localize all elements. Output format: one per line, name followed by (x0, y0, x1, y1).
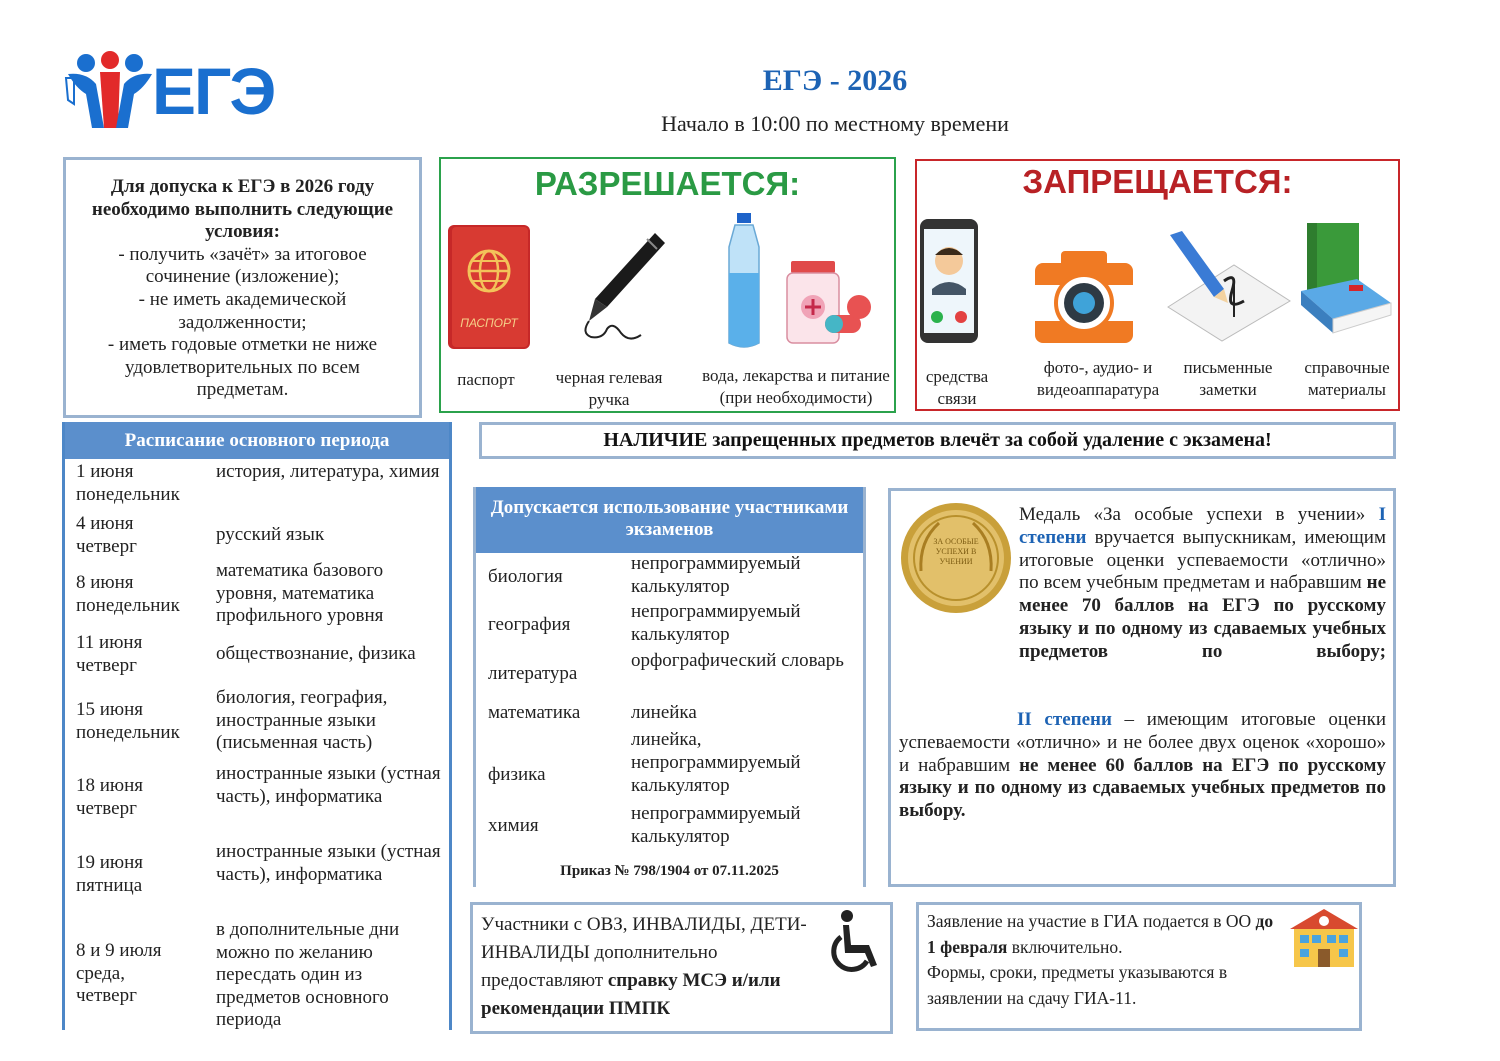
school-building-icon (1288, 907, 1360, 969)
app-text-c: включительно. (1007, 936, 1123, 957)
allowed-title: РАЗРЕШАЕТСЯ: (534, 165, 801, 202)
aids-subject: математика (488, 702, 581, 723)
allowed-item-label: вода, лекарства и питание (при необходимости) (702, 366, 890, 407)
schedule-subjects: русский язык (216, 524, 325, 545)
condition-item: - получить «зачёт» за итоговое сочинение (изложение); (118, 243, 367, 288)
forbidden-item-label: письменные заметки (1183, 358, 1273, 399)
forbidden-item-label: фото-, аудио- и видеоаппаратура (1036, 358, 1160, 399)
exam-aids-table (473, 487, 866, 887)
ovz-text-b: справку МСЭ и/или рекомендации ПМПК (481, 970, 781, 1019)
forbidden-item-label: средства связи (925, 367, 989, 408)
aids-item: непрограммируемый калькулятор (631, 553, 801, 597)
ege-logo (64, 50, 275, 132)
schedule-date: 19 июня пятница (76, 852, 144, 896)
notes-icon (1164, 231, 1292, 343)
phone-icon (918, 217, 980, 345)
ovz-text-a: Участники с ОВЗ, ИНВАЛИДЫ, ДЕТИ-ИНВАЛИДЫ дополнительно предоставляют (481, 914, 807, 991)
warning-lead: НАЛИЧИЕ (603, 429, 708, 451)
schedule-title: Расписание основного периода (65, 422, 449, 459)
schedule-table (62, 422, 452, 1030)
app-text-d: Формы, сроки, предметы указываются в заявлении на сдачу ГИА-11. (927, 962, 1228, 1008)
condition-item: - не иметь академической задолженности; (138, 288, 347, 333)
schedule-date: 8 и 9 июля среда, четверг (76, 940, 162, 1006)
aids-subject: литература (488, 663, 578, 684)
order-reference: Приказ № 798/1904 от 07.11.2025 (560, 863, 779, 879)
aids-subject: физика (488, 764, 546, 785)
degree-2-label: II степени (1017, 709, 1112, 730)
passport-icon (446, 223, 532, 351)
aids-item: линейка, непрограммируемый калькулятор (631, 729, 801, 796)
allowed-item-label: паспорт (457, 370, 515, 389)
wheelchair-icon (829, 909, 889, 977)
schedule-subjects: математика базового уровня, математика профильного уровня (216, 560, 384, 626)
aids-title: Допускается использование участниками экзаменов (476, 487, 863, 553)
medal-p3: имеющим итоговые оценки успеваемости «отлично» по всем учебным предметам и набравшим (1019, 526, 1386, 594)
medal-p4-bold: не менее 60 баллов на ЕГЭ по русскому языку и по одному из сдаваемых учебных предметов по выбору. (899, 754, 1386, 822)
degree-1-label: I степени (1019, 504, 1387, 548)
medal-p2: вручается выпускникам, (1094, 526, 1297, 548)
schedule-date: 1 июня понедельник (76, 461, 180, 505)
aids-item: орфографический словарь (631, 650, 844, 671)
schedule-subjects: иностранные языки (устная часть), информатика (216, 841, 441, 885)
passport-cover-text: ПАСПОРТ (460, 316, 518, 330)
app-text-a: Заявление на участие в ГИА подается в ОО (927, 911, 1256, 931)
logo-text: ЕГЭ (152, 54, 275, 128)
allowed-panel (439, 157, 896, 413)
application-text (927, 909, 1277, 1011)
forbidden-panel (915, 159, 1400, 411)
medal-second-degree-text (899, 709, 1386, 823)
pen-icon (577, 229, 669, 347)
camera-icon (1033, 249, 1135, 345)
aids-subject: география (488, 614, 571, 635)
schedule-date: 15 июня понедельник (76, 699, 180, 743)
schedule-subjects: обществознание, физика (216, 643, 416, 664)
schedule-date: 18 июня четверг (76, 775, 144, 819)
admission-conditions-panel (63, 157, 422, 418)
page-subtitle: Начало в 10:00 по местному времени (661, 111, 1009, 136)
medal-first-degree-text (1019, 504, 1386, 664)
forbidden-item-label: справочные материалы (1304, 358, 1390, 399)
medal-intro: Медаль «За особые успехи в учении» (1019, 504, 1366, 525)
aids-item: непрограммируемый калькулятор (631, 803, 801, 847)
schedule-date: 8 июня понедельник (76, 572, 180, 616)
aids-subject: химия (488, 815, 539, 836)
aids-item: непрограммируемый калькулятор (631, 601, 801, 645)
schedule-subjects: иностранные языки (устная часть), информатика (216, 763, 441, 807)
ege-emblem-icon (64, 50, 156, 132)
aids-item: линейка (631, 702, 697, 723)
ovz-text (481, 911, 821, 1023)
app-text-b: до 1 февраля (927, 911, 1274, 957)
warning-text: запрещенных предметов влечёт за собой удаление с экзамена! (707, 429, 1272, 451)
page-title: ЕГЭ - 2026 (762, 64, 908, 97)
medal-p3-bold: не менее 70 баллов на ЕГЭ по русскому языку и по одному из сдаваемых учебных предметов по выбору; (1019, 572, 1387, 662)
aids-subject: биология (488, 566, 563, 587)
condition-item: - иметь годовые отметки не ниже удовлетворительных по всем предметам. (107, 334, 378, 401)
medal-p4: – имеющим итоговые оценки успеваемости «отлично» и не более двух оценок «хорошо» и набравшим (899, 709, 1386, 776)
schedule-subjects: в дополнительные дни можно по желанию пересдать один из предметов основного периода (216, 919, 400, 1030)
allowed-item-label: черная гелевая ручка (555, 368, 663, 409)
application-info-panel (916, 902, 1362, 1031)
forbidden-title: ЗАПРЕЩАЕТСЯ: (1022, 163, 1293, 200)
schedule-subjects: история, литература, химия (216, 461, 440, 482)
water-medicine-icon (719, 211, 875, 351)
schedule-date: 11 июня четверг (76, 632, 143, 676)
conditions-heading: Для допуска к ЕГЭ в 2026 году необходимо выполнить следующие условия: (91, 176, 394, 243)
medal-inscription: ЗА ОСОБЫЕ УСПЕХИ В УЧЕНИИ (933, 537, 979, 566)
medal-info-panel (888, 488, 1396, 887)
warning-banner (479, 422, 1396, 459)
schedule-subjects: биология, география, иностранные языки (письменная часть) (216, 687, 388, 753)
disabled-participants-panel (470, 902, 893, 1034)
books-icon (1297, 221, 1393, 339)
schedule-date: 4 июня четверг (76, 513, 137, 557)
gold-medal-icon (899, 501, 1013, 615)
